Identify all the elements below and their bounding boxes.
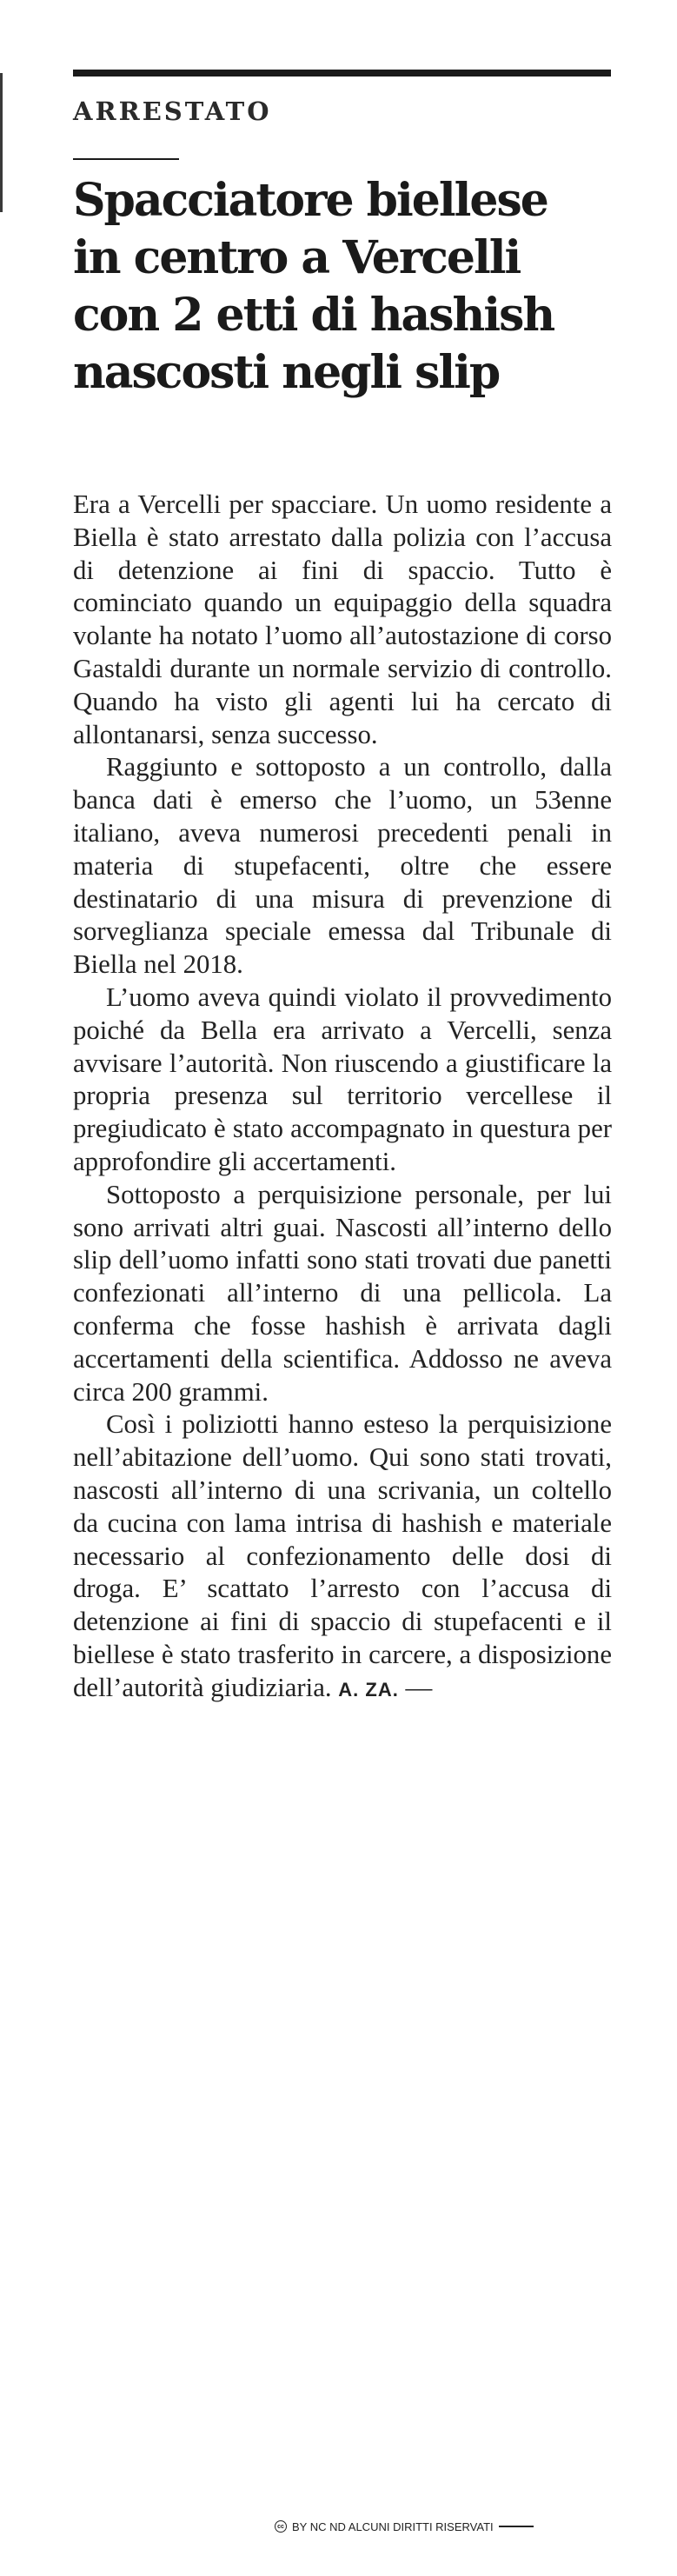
footer-rule (499, 2526, 534, 2527)
article-paragraph: L’uomo aveva quindi violato il provvedimento poiché da Bella era arrivato a Vercelli, senza avvisare l’autorità. Non riuscendo a giustificare la propria presenza sul territorio vercellese il pregiudicato è stato accompagnato in questura per approfondire gli accertamenti. (73, 982, 612, 1176)
article-paragraph: Raggiunto e sottoposto a un controllo, dalla banca dati è emerso che l’uomo, un 53enne italiano, aveva numerosi precedenti penali in materia di stupefacenti, oltre che essere destinatario di una misura di prevenzione di sorveglianza speciale emessa dal Tribunale di Biella nel 2018. (73, 752, 612, 980)
top-rule (73, 70, 611, 77)
section-kicker: ARRESTATO (73, 97, 272, 126)
article-body (73, 489, 612, 1706)
cc-icon: cc (275, 2520, 287, 2533)
license-text: BY NC ND ALCUNI DIRITTI RISERVATI (292, 2519, 494, 2533)
margin-rule (0, 73, 3, 212)
byline-dash: — (405, 1672, 433, 1702)
article-paragraph: Era a Vercelli per spacciare. Un uomo residente a Biella è stato arrestato dalla polizia con l’accusa di detenzione ai fini di spaccio. Tutto è cominciato quando un equipaggio della squadra volante ha notato l’uomo all’autostazione di corso Gastaldi durante un normale servizio di controllo. Quando ha visto gli agenti lui ha cercato di allontanarsi, senza successo. (73, 489, 612, 749)
article-paragraph-last (73, 1408, 612, 1706)
article-paragraph: Sottoposto a perquisizione personale, per lui sono arrivati altri guai. Nascosti all’interno dello slip dell’uomo infatti sono stati trovati due panetti confezionati all’interno di una pellicola. La conferma che fosse hashish è arrivata dagli accertamenti della scientifica. Addosso ne aveva circa 200 grammi. (73, 1179, 612, 1407)
license-footer (275, 2516, 613, 2537)
kicker-underline (73, 158, 179, 160)
headline-line: in centro a Vercelli (73, 231, 521, 284)
headline-line: con 2 etti di hashish (73, 289, 554, 342)
headline-line: Spacciatore biellese (73, 174, 548, 227)
article-headline (73, 172, 629, 402)
article-paragraph-text: Così i poliziotti hanno esteso la perquisizione nell’abitazione dell’uomo. Qui sono stati trovati, nascosti all’interno di una scrivania, un coltello da cucina con lama intrisa di hashish e materiale necessario al confezionamento delle dosi di droga. E’ scattato l’arresto con l’accusa di detenzione ai fini di spaccio di stupefacenti e il biellese è stato trasferito in carcere, a disposizione dell’autorità giudiziaria. (73, 1409, 612, 1702)
headline-line: nascosti negli slip (73, 346, 500, 399)
byline: A. ZA. (338, 1678, 399, 1701)
